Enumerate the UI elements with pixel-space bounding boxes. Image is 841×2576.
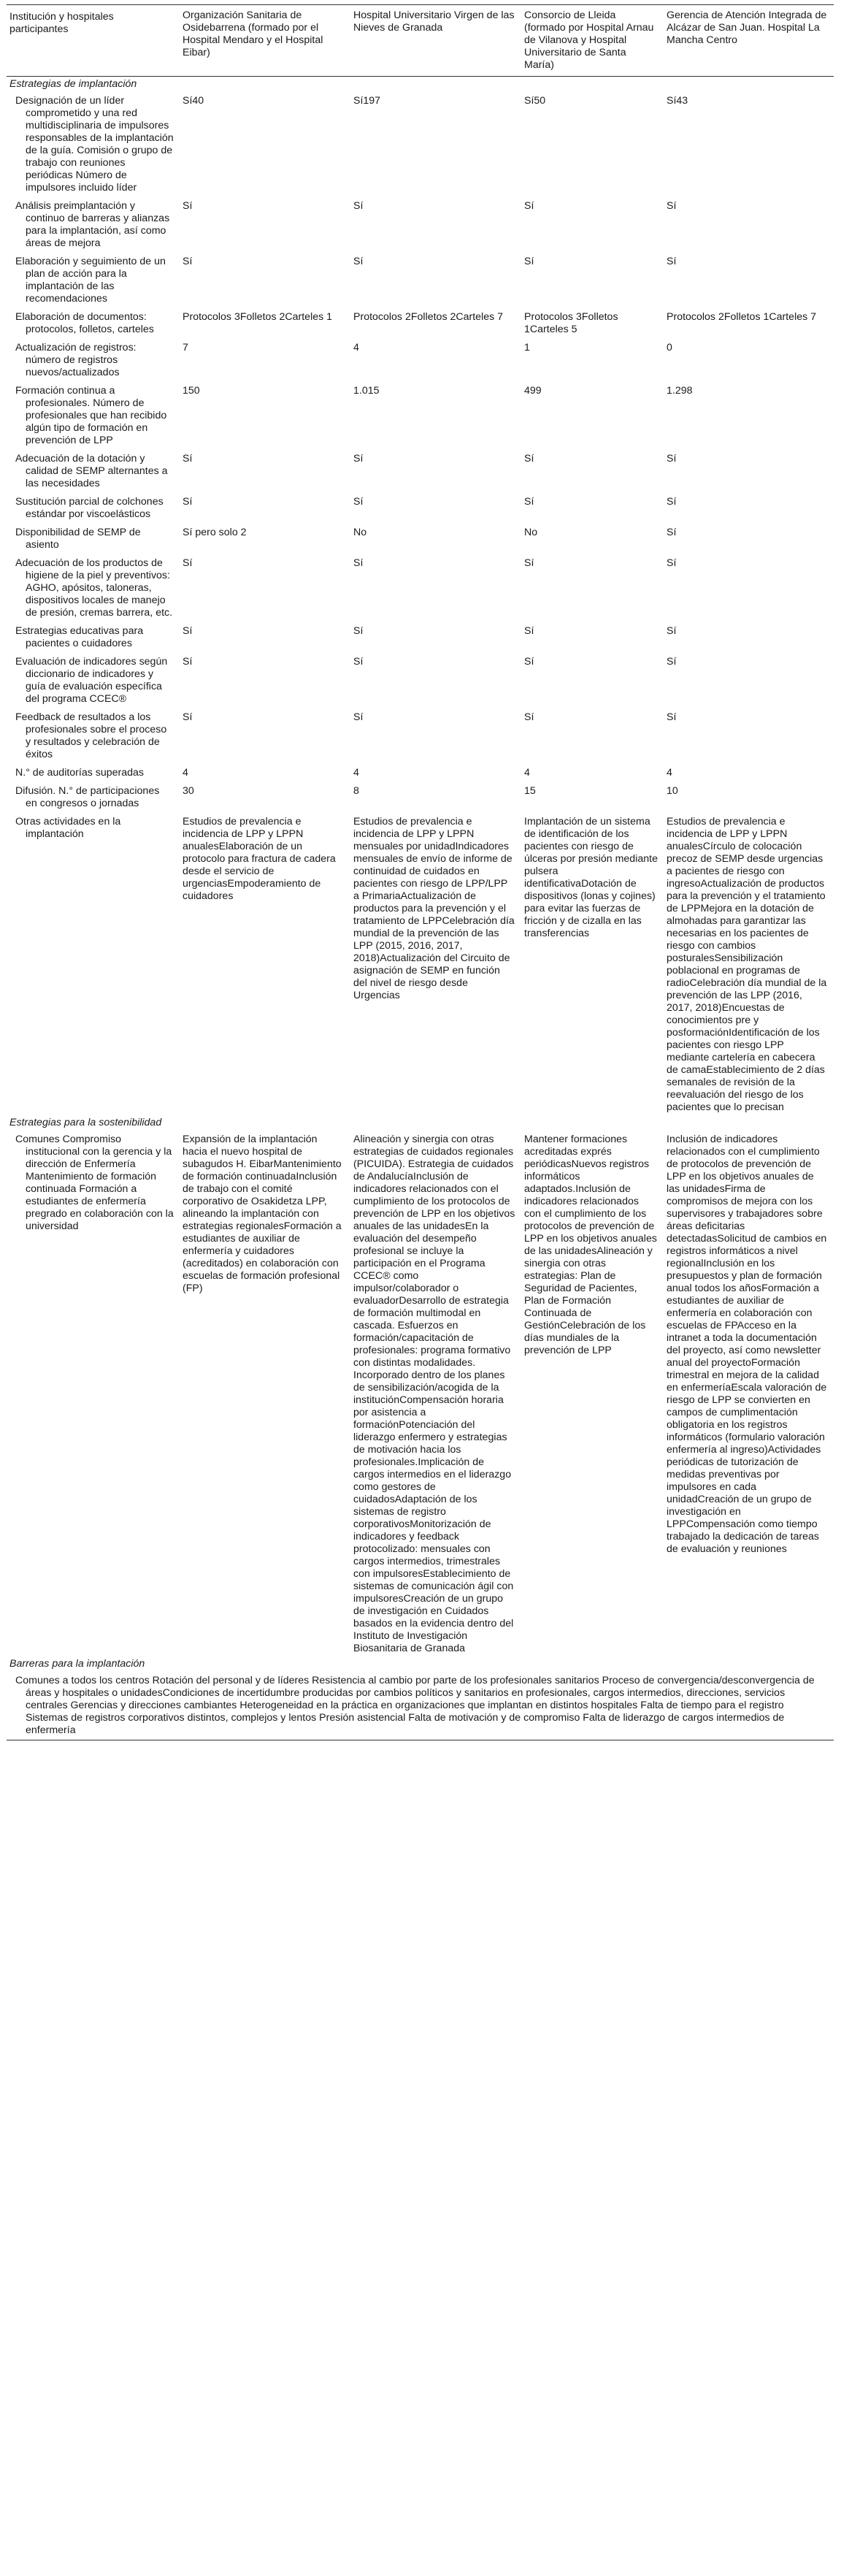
table-row <box>7 781 834 811</box>
table-cell: 0 <box>667 342 672 353</box>
table-cell: Sí <box>353 711 364 723</box>
section-title: Estrategias de implantación <box>9 78 137 90</box>
table-cell: Sí <box>524 453 534 465</box>
table-cell: 15 <box>524 785 536 797</box>
table-cell: Mantener formaciones acreditadas exprés periódicasNuevos registros informáticos adaptados.Inclusión de indicadores relacionados con el cumplimiento de los protocolos de prevención de LPP en los objetivos anuales de las unidadesAlineación y sinergia con otras estrategias: Plan de Seguridad de Pacientes, Plan de Formación Continuada de GestiónCelebración de los días mundiales de la prevención de LPP <box>524 1134 657 1356</box>
section-row <box>7 77 834 91</box>
table-cell: No <box>524 527 538 538</box>
table-cell: Sí <box>183 256 193 267</box>
row-label: Disponibilidad de SEMP de asiento <box>15 527 141 551</box>
table-body <box>7 77 834 1740</box>
table-cell: Sí <box>353 453 364 465</box>
table-cell: Sí <box>353 625 364 637</box>
table-row <box>7 651 834 707</box>
table-container <box>7 4 834 1740</box>
table-cell: 4 <box>183 767 188 779</box>
table-cell: Sí43 <box>667 95 688 107</box>
table-cell: Protocolos 3Folletos 1Carteles 5 <box>524 311 618 335</box>
row-label: Estrategias educativas para pacientes o cuidadores <box>15 625 144 649</box>
table-row <box>7 381 834 448</box>
table-row <box>7 492 834 522</box>
row-label: Difusión. N.° de participaciones en congresos o jornadas <box>15 785 160 809</box>
table-cell: Sí <box>353 656 364 668</box>
table-cell: Sí <box>667 256 677 267</box>
table-cell: Sí <box>524 656 534 668</box>
header-cell: Consorcio de Lleida (formado por Hospital Arnau de Vilanova y Hospital Universitario de Santa María) <box>521 5 664 77</box>
table-cell: 1.015 <box>353 385 380 397</box>
row-label: Otras actividades en la implantación <box>15 816 121 840</box>
header-cell: Gerencia de Atención Integrada de Alcázar de San Juan. Hospital La Mancha Centro <box>664 5 834 77</box>
table-row <box>7 763 834 781</box>
table-cell: 4 <box>524 767 530 779</box>
table-row <box>7 621 834 651</box>
table-cell: 499 <box>524 385 542 397</box>
table-row <box>7 307 834 337</box>
table-cell: Sí197 <box>353 95 381 107</box>
table-cell: Sí <box>667 527 677 538</box>
table-row <box>7 196 834 251</box>
implementation-table <box>7 4 834 1740</box>
row-label: Feedback de resultados a los profesionales sobre el proceso y resultados y celebración de éxitos <box>15 711 167 760</box>
table-cell: Estudios de prevalencia e incidencia de LPP y LPPN mensuales por unidadIndicadores mensuales de envío de informe de continuidad de cuidados en pacientes con riesgo de LPP/LPP a PrimariaActualización de productos para la prevención y el tratamiento de LPPCelebración día mundial de la prevención de las LPP (2015, 2016, 2017, 2018)Actualización del Circuito de asignación de SEMP en función del nivel de riesgo desde Urgencias <box>353 816 515 1001</box>
row-label: Elaboración y seguimiento de un plan de acción para la implantación de las recomendaciones <box>15 256 166 305</box>
table-cell: Sí <box>524 711 534 723</box>
table-cell: Sí <box>183 711 193 723</box>
header-cell: Organización Sanitaria de Osidebarrena (formado por el Hospital Mendaro y el Hospital Eibar) <box>180 5 350 77</box>
table-cell: 4 <box>667 767 672 779</box>
row-label: Designación de un líder comprometido y una red multidisciplinaria de impulsores responsables de la implantación de la guía. Comisión o grupo de trabajo con reuniones periódicas Número de impulsores incluido líder <box>15 95 174 194</box>
row-label: N.° de auditorías superadas <box>15 767 145 779</box>
section-row <box>7 1656 834 1670</box>
table-cell: 4 <box>353 342 359 353</box>
table-cell: Sí <box>353 200 364 212</box>
table-row <box>7 91 834 196</box>
table-cell: 10 <box>667 785 678 797</box>
table-cell: Sí <box>524 625 534 637</box>
row-label: Comunes Compromiso institucional con la gerencia y la dirección de Enfermería Mantenimiento de formación continuada Formación a estudiantes de enfermería pregrado en colaboración con la universidad <box>15 1134 174 1232</box>
table-cell: Inclusión de indicadores relacionados con el cumplimiento de protocolos de prevención de LPP en los objetivos anuales de las unidadesFirma de compromisos de mejora con los supervisores y trabajadores sobre áreas deficitarias detectadasSolicitud de cambios en registros informáticos a nivel regionalInclusión en los presupuestos y plan de formación anual todos los añosFormación a estudiantes de auxiliar de enfermería en colaboración con escuelas de FPAcceso en la intranet a toda la documentación del proyecto, así como newsletter anual del proyectoFormación trimestral en mejora de la calidad en enfermeríaEscala valoración de riesgo de LPP se convierten en campos de cumplimentación obligatoria en los registros informáticos (formulario valoración enfermería al ingreso)Actividades periódicas de tutorización de medidas preventivas por impulsores en cada unidadCreación de un grupo de investigación en LPPCompensación como tiempo trabajado la dedicación de tareas de evaluación y reuniones <box>667 1134 827 1555</box>
row-label: Actualización de registros: número de registros nuevos/actualizados <box>15 342 137 378</box>
table-cell: Sí50 <box>524 95 546 107</box>
table-cell: No <box>353 527 367 538</box>
section-row <box>7 1115 834 1129</box>
table-cell: Sí pero solo 2 <box>183 527 247 538</box>
table-cell: Sí <box>667 453 677 465</box>
barriers-row <box>7 1670 834 1740</box>
table-cell: Estudios de prevalencia e incidencia de LPP y LPPN anualesElaboración de un protocolo para fractura de cadera desde el servicio de urgenciasEmpoderamiento de cuidadores <box>183 816 336 902</box>
table-cell: Expansión de la implantación hacia el nuevo hospital de subagudos H. EibarMantenimiento de formación continuadaInclusión de trabajo con el comité corporativo de Osakidetza LPP, alineando la implantación con estrategias regionalesFormación a estudiantes de auxiliar de enfermería y cuidadores (acreditados) en colaboración con escuelas de formación profesional (FP) <box>183 1134 342 1294</box>
table-cell: Sí <box>524 256 534 267</box>
table-cell: Sí <box>667 656 677 668</box>
table-cell: 4 <box>353 767 359 779</box>
table-cell: 7 <box>183 342 188 353</box>
table-cell: Sí <box>353 256 364 267</box>
table-row <box>7 811 834 1115</box>
table-cell: Sí <box>353 496 364 508</box>
table-cell: Sí <box>667 625 677 637</box>
row-label: Adecuación de los productos de higiene de la piel y preventivos: AGHO, apósitos, taloneras, dispositivos locales de manejo de presión, cremas barrera, etc. <box>15 557 173 619</box>
row-label: Adecuación de la dotación y calidad de SEMP alternantes a las necesidades <box>15 453 168 489</box>
table-cell: Implantación de un sistema de identificación de los pacientes con riesgo de úlceras por presión mediante pulsera identificativaDotación de dispositivos (lonas y cojines) para evitar las fuerzas de fricción y de cizalla en las transferencias <box>524 816 658 939</box>
row-label: Sustitución parcial de colchones estándar por viscoelásticos <box>15 496 164 520</box>
table-cell: Sí <box>183 496 193 508</box>
table-cell: Sí40 <box>183 95 204 107</box>
table-cell: Sí <box>183 453 193 465</box>
table-cell: Sí <box>183 656 193 668</box>
table-cell: Sí <box>524 496 534 508</box>
table-cell: 150 <box>183 385 200 397</box>
table-cell: 1.298 <box>667 385 693 397</box>
section-title: Estrategias para la sostenibilidad <box>9 1117 162 1128</box>
table-row <box>7 337 834 381</box>
table-cell: Sí <box>183 625 193 637</box>
header-row <box>7 5 834 77</box>
section-title: Barreras para la implantación <box>9 1658 145 1670</box>
row-label: Evaluación de indicadores según diccionario de indicadores y guía de evaluación específica del programa CCEC® <box>15 656 168 705</box>
table-cell: Protocolos 2Folletos 2Carteles 7 <box>353 311 504 323</box>
table-cell: Protocolos 2Folletos 1Carteles 7 <box>667 311 817 323</box>
table-cell: Estudios de prevalencia e incidencia de LPP y LPPN anualesCírculo de colocación precoz de SEMP desde urgencias a pacientes de riesgo con ingresoActualización de productos para la prevención y el tratamiento de LPPMejora en la dotación de almohadas para garantizar las necesarias en los pacientes de riesgo con cambios posturalesSensibilización poblacional en programas de radioCelebración día mundial de la prevención de las LPP (2016, 2017, 2018)Encuestas de conocimientos pre y posformaciónIdentificación de los pacientes con riesgo LPP mediante cartelería en cabecera de camaEstablecimiento de 2 días semanales de revisión de la reevaluación del riesgo de los pacientes que lo precisan <box>667 816 827 1113</box>
row-label: Análisis preimplantación y continuo de barreras y alianzas para la implantación, así como áreas de mejora <box>15 200 170 249</box>
table-cell: Sí <box>353 557 364 569</box>
table-row <box>7 553 834 621</box>
table-cell: Alineación y sinergia con otras estrategias de cuidados regionales (PICUIDA). Estrategia de cuidados de AndalucíaInclusión de indicadores relacionados con el cumplimiento de los protocolos de prevención de LPP en los objetivos anuales de las unidadesEn la evaluación del desempeño profesional se incluye la participación en el Programa CCEC® como impulsor/colaborador o evaluadorDesarrollo de estrategia de formación multimodal en cascada. Esfuerzos en formación/capacitación de profesionales: programa formativo con distintas modalidades. Incorporado dentro de los planes de sensibilización/acogida de la instituciónCompensación horaria por asistencia a formaciónPotenciación del liderazgo enfermero y estrategias de motivación hacia los profesionales.Implicación de cargos intermedios en el liderazgo como gestores de cuidadosAdaptación de los sistemas de registro corporativosMonitorización de indicadores y feedback protocolizado: mensuales con cargos intermedios, trimestrales con impulsoresEstablecimiento de sistemas de comunicación ágil con impulsoresCreación de un grupo de investigación en Cuidados basados en la evidencia dentro del Instituto de Investigación Biosanitaria de Granada <box>353 1134 515 1654</box>
header-cell: Institución y hospitales participantes <box>7 5 180 77</box>
table-cell: Sí <box>667 557 677 569</box>
barriers-text: Comunes a todos los centros Rotación del personal y de líderes Resistencia al cambio por parte de los profesionales sanitarios Proceso de convergencia/desconvergencia de áreas y hospitales o unidadesCondiciones de incertidumbre producidas por cambios políticos y sanitarios en profesionales, cargos intermedios, direcciones, servicios centrales Gerencias y direcciones cambiantes Heterogeneidad en la práctica en organizaciones que implantan en distintos hospitales Falta de tiempo para el registro Sistemas de registros corporativos distintos, complejos y lentos Presión asistencial Falta de motivación y de compromiso Falta de liderazgo de cargos intermedios de enfermería <box>15 1675 815 1736</box>
table-cell: Sí <box>183 557 193 569</box>
table-cell: Sí <box>524 200 534 212</box>
table-cell: Sí <box>524 557 534 569</box>
row-label: Elaboración de documentos: protocolos, folletos, carteles <box>15 311 154 335</box>
table-cell: Sí <box>667 496 677 508</box>
row-label: Formación continua a profesionales. Número de profesionales que han recibido algún tipo de formación en prevención de LPP <box>15 385 167 446</box>
header-cell: Hospital Universitario Virgen de las Nieves de Granada <box>350 5 521 77</box>
table-row <box>7 251 834 307</box>
table-row <box>7 1129 834 1656</box>
table-cell: 1 <box>524 342 530 353</box>
table-row <box>7 448 834 492</box>
table-row <box>7 522 834 553</box>
table-cell: 30 <box>183 785 194 797</box>
table-cell: Sí <box>183 200 193 212</box>
table-row <box>7 707 834 763</box>
table-cell: Protocolos 3Folletos 2Carteles 1 <box>183 311 333 323</box>
table-cell: 8 <box>353 785 359 797</box>
table-cell: Sí <box>667 200 677 212</box>
table-cell: Sí <box>667 711 677 723</box>
